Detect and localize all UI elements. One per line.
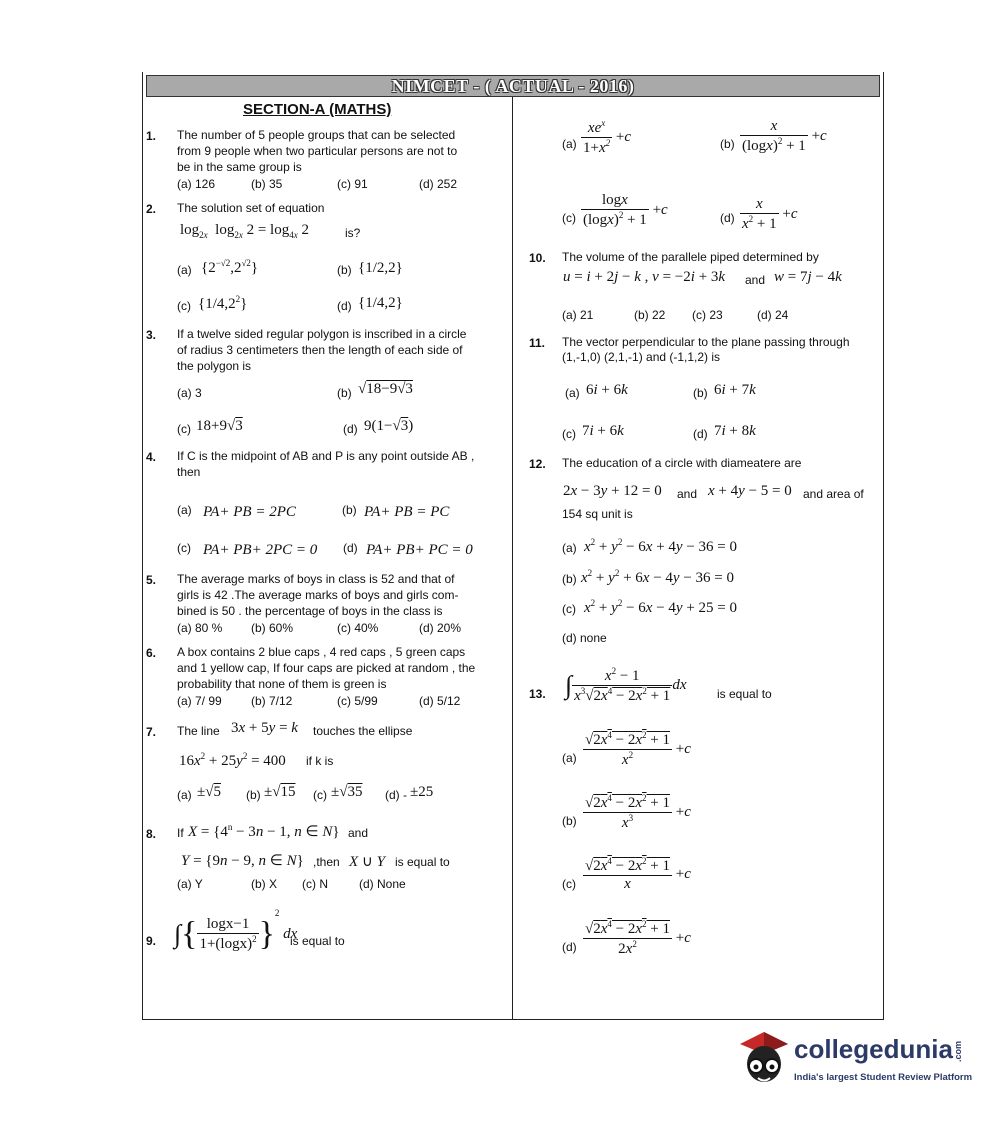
q3-option-b: (b): [337, 386, 352, 400]
q6-option-c: (c) 5/99: [337, 694, 378, 708]
q9-integral: ∫{ $\frac{\log x-1}{1+(\log x)^2}$ }$^2$ dx: [174, 908, 298, 953]
brand-suffix: .com: [952, 1040, 963, 1062]
q5-line1: The average marks of boys in class is 52 and that of: [177, 572, 455, 586]
q9-option-b: (b): [720, 137, 735, 151]
q4-option-b: (b): [342, 503, 357, 517]
q10-text: The volume of the parallele piped determined by: [562, 250, 819, 264]
q8-union: X ∪ Y: [349, 854, 385, 870]
q12-option-c: (c): [562, 602, 576, 616]
q8-text3: ,then: [313, 855, 340, 869]
page-title: NIMCET - ( ACTUAL - 2016): [146, 75, 880, 97]
q12-a-math: $x^2 + y^2 - 6x + 4y - 36 = 0$: [584, 537, 738, 555]
column-divider: [512, 97, 513, 1019]
q2-equation: $\log_{2x} \log_{2x} 2 = \log_{4x} 2$: [180, 222, 309, 240]
q3-line1: If a twelve sided regular polygon is inscribed in a circle: [177, 327, 467, 341]
q2-d-math: {1/4,2}: [358, 295, 403, 311]
q9-b-math: $\frac{x}{(\log x)^2 + 1}$ +c: [742, 118, 827, 154]
q9-option-d: (d): [720, 211, 735, 225]
q8-option-c: (c) N: [302, 877, 328, 891]
q9-c-math: $\frac{\log x}{(\log x)^2 + 1}$ +c: [583, 192, 668, 228]
brand-mascot-icon: [738, 1026, 790, 1093]
q8-text2: and: [348, 826, 369, 840]
q10-option-a: (a) 21: [562, 308, 594, 322]
q7-ellipse-eq: $16x^2 + 25y^2 = 400$: [179, 751, 286, 769]
q12-b-math: $x^2 + y^2 + 6x - 4y - 36 = 0$: [581, 568, 735, 586]
q10-and: and: [745, 273, 766, 287]
q10-option-b: (b) 22: [634, 308, 666, 322]
q11-option-c: (c): [562, 427, 576, 441]
q11-option-a: (a): [565, 386, 580, 400]
q8-set-x: $X = \{4^n - 3n - 1$, n ∈ N}: [188, 822, 340, 840]
q1-option-c: (c) 91: [337, 177, 368, 191]
q1-number: 1.: [146, 129, 157, 143]
q7-option-c: (c): [313, 788, 327, 802]
q11-number: 11.: [529, 336, 546, 350]
q6-line1: A box contains 2 blue caps , 4 red caps , 5 green caps: [177, 645, 466, 659]
q4-line1: If C is the midpoint of AB and P is any point outside AB ,: [177, 449, 475, 463]
q2-option-b: (b): [337, 263, 352, 277]
q3-option-c: (c): [177, 422, 191, 436]
q7-text3: if k is: [306, 754, 334, 768]
q3-option-d: (d): [343, 422, 358, 436]
q2-option-a: (a): [177, 263, 192, 277]
q4-option-d: (d): [343, 541, 358, 555]
q11-b-math: 6i + 7k: [714, 382, 756, 398]
q1-line3: be in the same group is: [177, 160, 302, 174]
q1-option-b: (b) 35: [251, 177, 283, 191]
q6-number: 6.: [146, 646, 157, 660]
q11-option-d: (d): [693, 427, 708, 441]
q10-vector-w: w = 7j − 4k: [774, 269, 842, 285]
q1-line1: The number of 5 people groups that can be selected: [177, 128, 456, 142]
q7-b-math: ±√15: [264, 784, 296, 800]
q8-option-a: (a) Y: [177, 877, 203, 891]
q1-option-d: (d) 252: [419, 177, 458, 191]
q1-line2: from 9 people when two particular persons are not to: [177, 144, 458, 158]
q7-option-a: (a): [177, 788, 192, 802]
q2-c-math: $\{1/4,2^2\}$: [198, 294, 248, 312]
q12-option-b: (b): [562, 572, 577, 586]
q7-a-math: ±√5: [197, 784, 221, 800]
q5-option-d: (d) 20%: [419, 621, 462, 635]
q12-eq2: x + 4y − 5 = 0: [708, 483, 792, 499]
q4-a-math: PA+ PB = 2PC: [203, 504, 296, 520]
q7-d-math: ±25: [410, 784, 434, 800]
q4-d-math: PA+ PB+ PC = 0: [366, 542, 473, 558]
q3-option-a: (a) 3: [177, 386, 202, 400]
q10-vectors: u = i + 2j − k , v = −2i + 3k: [563, 269, 726, 285]
q3-line3: the polygon is: [177, 359, 252, 373]
q9-option-a: (a): [562, 137, 577, 151]
q13-tail: is equal to: [717, 687, 772, 701]
q2-text: The solution set of equation: [177, 201, 325, 215]
q11-c-math: 7i + 6k: [582, 423, 624, 439]
q9-option-c: (c): [562, 211, 576, 225]
q9-tail: is equal to: [290, 934, 345, 948]
brand-tagline: India's largest Student Review Platform: [794, 1072, 973, 1083]
q2-number: 2.: [146, 202, 157, 216]
q5-option-a: (a) 80 %: [177, 621, 223, 635]
q7-option-b: (b): [246, 788, 261, 802]
q2-option-c: (c): [177, 299, 191, 313]
q8-number: 8.: [146, 827, 157, 841]
q12-c-math: $x^2 + y^2 - 6x - 4y + 25 = 0$: [584, 598, 738, 616]
q12-option-d: (d) none: [562, 631, 607, 645]
q1-option-a: (a) 126: [177, 177, 216, 191]
q4-c-math: PA+ PB+ 2PC = 0: [203, 542, 318, 558]
q5-line2: girls is 42 .The average marks of boys and girls com-: [177, 588, 459, 602]
q10-option-d: (d) 24: [757, 308, 789, 322]
q13-option-a: (a): [562, 751, 577, 765]
q7-c-math: ±√35: [331, 784, 363, 800]
q6-option-b: (b) 7/12: [251, 694, 293, 708]
q7-number: 7.: [146, 725, 157, 739]
q7-text1: The line: [177, 724, 220, 738]
q12-tail2: 154 sq unit is: [562, 507, 633, 521]
q8-text4: is equal to: [395, 855, 450, 869]
q12-and: and: [677, 487, 698, 501]
q8-text1: If: [177, 826, 184, 840]
q5-option-c: (c) 40%: [337, 621, 379, 635]
q12-tail: and area of: [803, 487, 864, 501]
q4-line2: then: [177, 465, 201, 479]
q3-d-math: 9(1−√3): [364, 418, 414, 434]
q13-option-d: (d): [562, 940, 577, 954]
q4-option-a: (a): [177, 503, 192, 517]
q5-number: 5.: [146, 573, 157, 587]
q12-text: The education of a circle with diameatere are: [562, 456, 802, 470]
q12-option-a: (a): [562, 541, 577, 555]
q8-set-y: Y = {9n − 9, n ∈ N}: [181, 853, 304, 869]
q6-line3: probability that none of them is green is: [177, 677, 387, 691]
q12-number: 12.: [529, 457, 546, 471]
q11-option-b: (b): [693, 386, 708, 400]
q3-b-math: √18−9√3: [358, 381, 413, 397]
q2-option-d: (d): [337, 299, 352, 313]
q9-a-math: $\frac{xe^x}{1+x^2}$ +c: [583, 118, 632, 156]
q11-a-math: 6i + 6k: [586, 382, 628, 398]
q7-option-d: (d) -: [385, 788, 407, 802]
q3-c-math: 18+9√3: [196, 418, 243, 434]
q13-option-b: (b): [562, 814, 577, 828]
q5-option-b: (b) 60%: [251, 621, 294, 635]
q11-d-math: 7i + 8k: [714, 423, 756, 439]
section-heading: SECTION-A (MATHS): [243, 101, 392, 118]
q10-option-c: (c) 23: [692, 308, 723, 322]
q13-option-c: (c): [562, 877, 576, 891]
q9-number: 9.: [146, 934, 157, 948]
q13-d-math: $\frac{√2x^4 - 2x^2 + 1}{2x^2}$ +c: [585, 919, 691, 957]
q13-integral: ∫ $\frac{x^2 - 1}{x^3√2x^4 - 2x^2 + 1}$ dx: [565, 666, 687, 704]
brand-name: collegedunia.com: [794, 1034, 963, 1064]
q3-line2: of radius 3 centimeters then the length of each side of: [177, 343, 463, 357]
q4-option-c: (c): [177, 541, 191, 555]
q6-option-a: (a) 7/ 99: [177, 694, 222, 708]
q5-line3: bined is 50 . the percentage of boys in the class is: [177, 604, 443, 618]
q6-line2: and 1 yellow cap, If four caps are picked at random , the: [177, 661, 476, 675]
q8-option-d: (d) None: [359, 877, 406, 891]
q11-line1: The vector perpendicular to the plane passing through: [562, 335, 850, 349]
q7-text2: touches the ellipse: [313, 724, 413, 738]
q2-b-math: {1/2,2}: [358, 260, 403, 276]
q9-d-math: $\frac{x}{x^2 + 1}$ +c: [742, 196, 798, 232]
q10-number: 10.: [529, 251, 546, 265]
q8-option-b: (b) X: [251, 877, 278, 891]
q3-number: 3.: [146, 328, 157, 342]
q13-b-math: $\frac{√2x^4 - 2x^2 + 1}{x^3}$ +c: [585, 793, 691, 831]
q7-line-eq: 3x + 5y = k: [231, 720, 298, 736]
q12-eq1: 2x − 3y + 12 = 0: [563, 483, 662, 499]
q4-number: 4.: [146, 450, 157, 464]
q2-tail: is?: [345, 226, 361, 240]
q13-number: 13.: [529, 687, 546, 701]
q13-c-math: $\frac{√2x^4 - 2x^2 + 1}{x}$ +c: [585, 856, 691, 892]
q13-a-math: $\frac{√2x^4 - 2x^2 + 1}{x^2}$ +c: [585, 730, 691, 768]
q6-option-d: (d) 5/12: [419, 694, 461, 708]
q4-b-math: PA+ PB = PC: [364, 504, 450, 520]
q11-line2: (1,-1,0) (2,1,-1) and (-1,1,2) is: [562, 350, 721, 364]
q2-a-math: $\{2^{-√2},2^{√2}\}$: [201, 258, 259, 276]
